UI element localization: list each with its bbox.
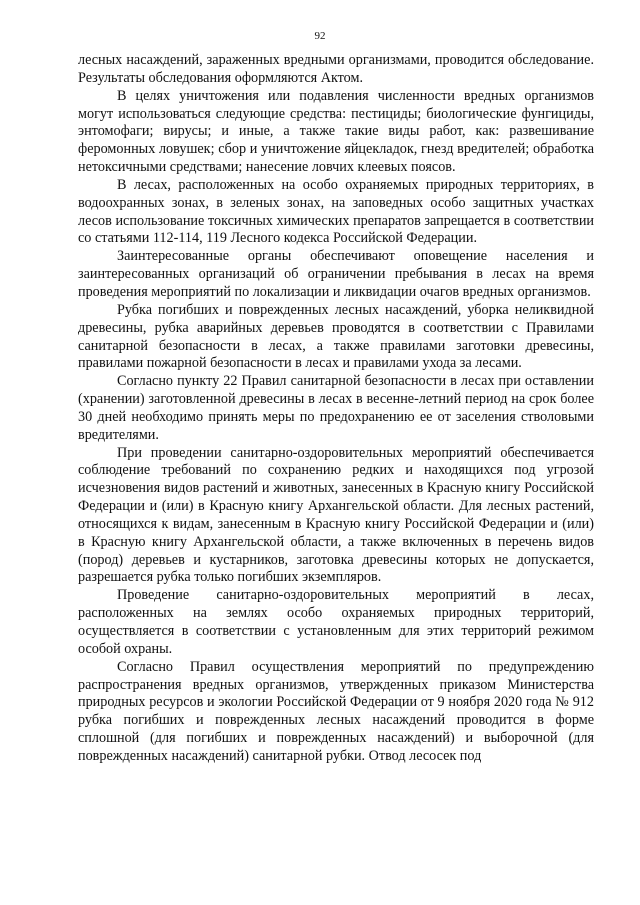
paragraph: Согласно пункту 22 Правил санитарной безопасности в лесах при оставлении (хранении) заготовленной древесины в лесах в весенне-летний период на срок более 30 дней необходимо принять меры по предохранению ее от заселения стволовыми вредителями. [78, 373, 594, 443]
paragraph: Рубка погибших и поврежденных лесных насаждений, уборка неликвидной древесины, рубка аварийных деревьев проводятся в соответствии с Правилами санитарной безопасности в лесах, а также правилами заготовки древесины, правилами пожарной безопасности в лесах и правилами ухода за лесами. [78, 301, 594, 372]
paragraph: Заинтересованные органы обеспечивают оповещение населения и заинтересованных организаций об ограничении пребывания в лесах на время проведения мероприятий по локализации и ликвидации очагов вредных организмов. [78, 248, 594, 300]
paragraph: При проведении санитарно-оздоровительных мероприятий обеспечивается соблюдение требований по сохранению редких и находящихся под угрозой исчезновения видов растений и животных, занесенных в Красную книгу Российской Федерации и (или) в Красную книгу Архангельской области. Для лесных растений, относящихся к видам, занесенным в Красную книгу Российской Федерации и (или) в Красную книгу Архангельской области, а также включенных в перечень видов (пород) деревьев и кустарников, заготовка древесины которых не допускается, разрешается рубка только погибших экземпляров. [78, 444, 594, 586]
paragraph: Согласно Правил осуществления мероприятий по предупреждению распространения вредных организмов, утвержденных приказом Министерства природных ресурсов и экологии Российской Федерации от 9 ноября 2020 года № 912 рубка погибших и поврежденных лесных насаждений проводится в форме сплошной (для погибших и поврежденных насаждений) и выборочной (для поврежденных насаждений) санитарной рубки. Отвод лесосек под [78, 658, 594, 764]
paragraph: лесных насаждений, зараженных вредными организмами, проводится обследование. Результаты обследования оформляются Актом. [78, 52, 594, 86]
paragraph: Проведение санитарно-оздоровительных мероприятий в лесах, расположенных на землях особо охраняемых природных территорий, осуществляется в соответствии с установленным для этих территорий режимом особой охраны. [78, 587, 594, 657]
page-number: 92 [314, 30, 326, 42]
document-body [78, 52, 594, 766]
paragraph: В целях уничтожения или подавления численности вредных организмов могут использоваться следующие средства: пестициды; биологические фунгициды, энтомофаги; вирусы; и иные, а также такие виды работ, как: развешивание феромонных ловушек; сбор и уничтожение яйцекладок, гнезд вредителей; обработка нетоксичными средствами; нанесение ловчих клеевых поясов. [78, 87, 594, 176]
paragraph: В лесах, расположенных на особо охраняемых природных территориях, в водоохранных зонах, в зеленых зонах, на заповедных особо защитных участках лесов использование токсичных химических препаратов запрещается в соответствии со статьями 112-114, 119 Лесного кодекса Российской Федерации. [78, 176, 594, 247]
